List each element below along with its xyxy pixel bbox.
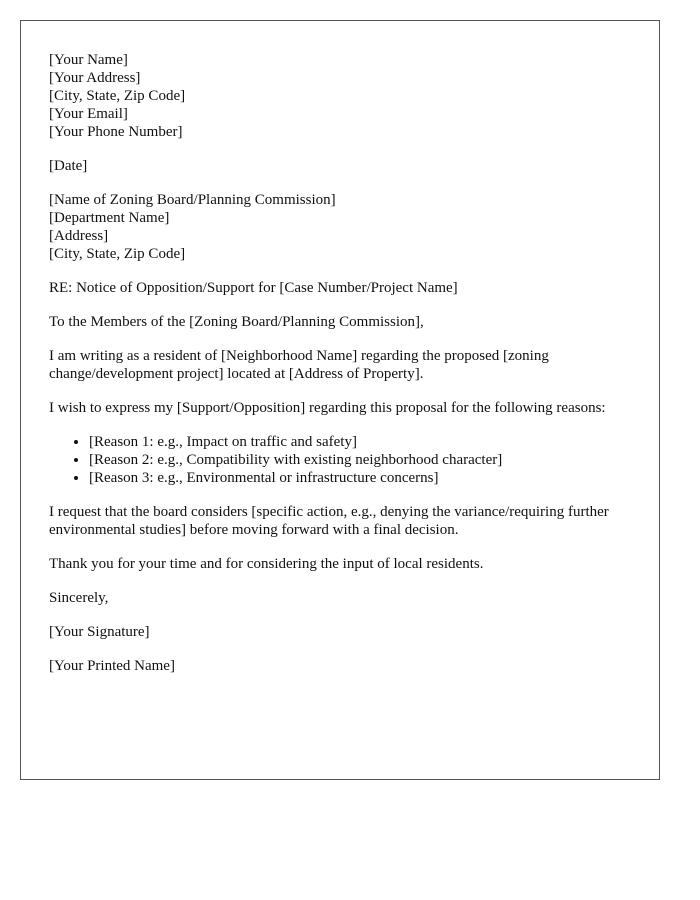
salutation: To the Members of the [Zoning Board/Planning Commission], — [49, 314, 424, 330]
reasons-list — [49, 433, 631, 487]
printed-name: [Your Printed Name] — [49, 658, 175, 674]
sender-name: [Your Name] — [49, 52, 128, 68]
recipient-department: [Department Name] — [49, 210, 170, 226]
recipient-name: [Name of Zoning Board/Planning Commission] — [49, 192, 336, 208]
letter-page — [20, 20, 660, 780]
intro-paragraph: I am writing as a resident of [Neighborhood Name] regarding the proposed [zoning change/development project] located at [Address of Property]. — [49, 348, 549, 382]
recipient-city-state-zip: [City, State, Zip Code] — [49, 246, 186, 262]
recipient-address: [Address] — [49, 228, 109, 244]
sender-address: [Your Address] — [49, 70, 141, 86]
subject-line: RE: Notice of Opposition/Support for [Case Number/Project Name] — [49, 280, 458, 296]
recipient-block — [49, 191, 631, 263]
thanks-paragraph: Thank you for your time and for considering the input of local residents. — [49, 556, 484, 572]
reason-item: • [Reason 2: e.g., Compatibility with existing neighborhood character] — [89, 451, 631, 469]
closing: Sincerely, — [49, 590, 109, 606]
reason-item: • [Reason 3: e.g., Environmental or infrastructure concerns] — [89, 469, 631, 487]
sender-city-state-zip: [City, State, Zip Code] — [49, 88, 186, 104]
sender-email: [Your Email] — [49, 106, 128, 122]
signature-placeholder: [Your Signature] — [49, 624, 150, 640]
position-paragraph: I wish to express my [Support/Opposition] regarding this proposal for the following reasons: — [49, 400, 606, 416]
letter-date: [Date] — [49, 158, 88, 174]
reason-item: • [Reason 1: e.g., Impact on traffic and safety] — [89, 433, 631, 451]
sender-phone: [Your Phone Number] — [49, 124, 183, 140]
sender-block — [49, 51, 631, 141]
request-paragraph: I request that the board considers [specific action, e.g., denying the variance/requiring further environmental studies] before moving forward with a final decision. — [49, 504, 609, 538]
